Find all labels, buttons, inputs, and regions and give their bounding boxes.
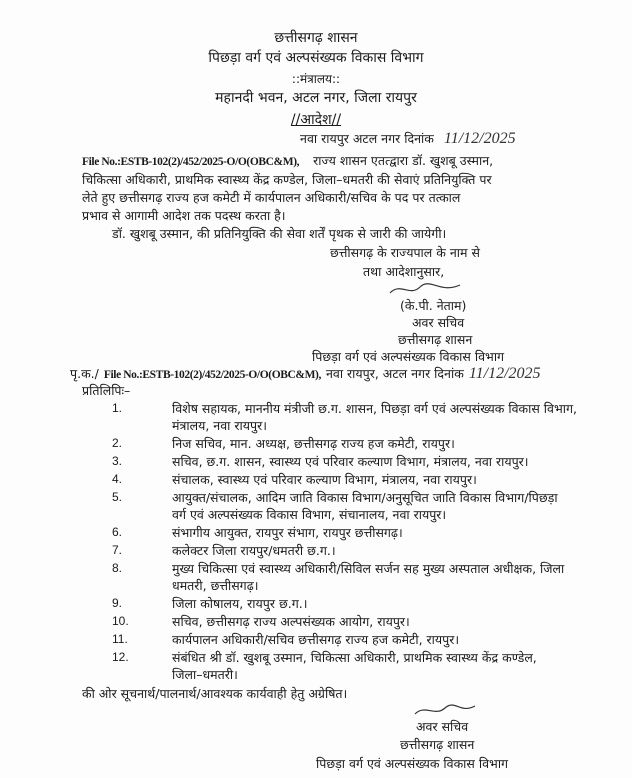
copy-item-text: विशेष सहायक, माननीय मंत्रीजी छ.ग. शासन, पिछड़ा वर्ग एवं अल्पसंख्यक विकास विभाग,	[172, 401, 578, 416]
signatory-designation: अवर सचिव	[412, 315, 465, 330]
file-number: File No.:ESTB-102(2)/452/2025-O/O(OBC&M),	[82, 156, 300, 168]
header-order-title: //आदेश//	[290, 112, 342, 128]
closing-line: की ओर सूचनार्थ/पालनार्थ/आवश्यक कार्यवाही हेतु अग्रेषित।	[82, 686, 348, 701]
order-line: राज्य शासन एतत्द्वारा डॉ. खुशबू उस्मान,	[313, 153, 494, 168]
header-state: छत्तीसगढ़ शासन	[274, 30, 358, 46]
copy-item-text: सचिव, छ.ग. शासन, स्वास्थ्य एवं परिवार कल्याण विभाग, मंत्रालय, नवा रायपुर।	[172, 454, 529, 469]
copy-item-number: 6.	[112, 525, 123, 539]
copy-item-number: 5.	[112, 490, 123, 504]
copy-item-text: कार्यपालन अधिकारी/सचिव छत्तीसगढ़ राज्य हज कमेटी, रायपुर।	[172, 632, 460, 647]
copy-item-number: 10.	[112, 614, 129, 628]
copy-item-text: धमतरी, छत्तीसगढ़।	[172, 578, 259, 593]
copy-item-number: 3.	[112, 454, 123, 468]
copy-item-text: मुख्य चिकित्सा एवं स्वास्थ्य अधिकारी/सिविल सर्जन सह मुख्य अस्पताल अधीक्षक, जिला	[172, 561, 565, 576]
copy-item-text: वर्ग एवं अल्पसंख्यक विकास विभाग, संचानालय, नवा रायपुर।	[172, 507, 447, 522]
endorsement-file-number: File No.:ESTB-102(2)/452/2025-O/O(OBC&M),	[103, 369, 321, 381]
signatory2-designation: अवर सचिव	[416, 719, 469, 734]
signatory2-org: छत्तीसगढ़ शासन	[400, 737, 475, 752]
copy-item-text: संचालक, स्वास्थ्य एवं परिवार कल्याण विभाग, मंत्रालय, नवा रायपुर।	[172, 472, 477, 487]
order-line: चिकित्सा अधिकारी, प्राथमिक स्वास्थ्य केंद्र कण्डेल, जिला–धमतरी की सेवाएं प्रतिनियुक्ति पर	[82, 172, 492, 187]
handwritten-date: 11/12/2025	[443, 130, 516, 147]
copy-item-number: 9.	[112, 596, 123, 610]
signature-image	[385, 280, 465, 298]
signature-image	[410, 702, 480, 718]
copy-item-text: संबंधित श्री डॉ. खुशबू उस्मान, चिकित्सा अधिकारी, प्राथमिक स्वास्थ्य केंद्र कण्डेल,	[172, 650, 537, 665]
endorsement-place-date: नवा रायपुर, अटल नगर दिनांक	[325, 366, 464, 381]
signatory-name: (के.पी. नेताम)	[400, 298, 467, 313]
signatory-org: छत्तीसगढ़ शासन	[398, 332, 473, 347]
copy-item-number: 11.	[112, 632, 128, 646]
header-department: पिछड़ा वर्ग एवं अल्पसंख्यक विकास विभाग	[208, 50, 424, 66]
place-date-row	[300, 131, 516, 146]
header-ministry: ::मंत्रालय::	[291, 72, 341, 86]
copy-item-number: 4.	[112, 472, 123, 486]
copy-item-text: जिला–धमतरी।	[172, 667, 238, 682]
copy-item-number: 2.	[112, 436, 123, 450]
order-line: लेते हुए छत्तीसगढ़ राज्य हज कमेटी में कार्यपालन अधिकारी/सचिव के पद पर तत्काल	[82, 190, 461, 205]
order-paragraph-2: डॉ. खुशबू उस्मान, की प्रतिनियुक्ति की सेवा शर्तें पृथक से जारी की जायेगी।	[112, 226, 447, 241]
copy-item-text: कलेक्टर जिला रायपुर/धमतरी छ.ग.।	[172, 543, 336, 558]
endorsement-prefix: पृ.क./	[70, 366, 99, 381]
order-first-row	[82, 153, 493, 170]
order-line: प्रभाव से आगामी आदेश तक पदस्थ करता है।	[82, 208, 286, 223]
signatory2-dept: पिछड़ा वर्ग एवं अल्पसंख्यक विकास विभाग	[316, 756, 509, 771]
copy-item-number: 8.	[112, 561, 123, 575]
copy-label: प्रतिलिपिः–	[82, 383, 131, 398]
governor-line-2: तथा आदेशानुसार,	[363, 264, 445, 279]
place-date-label: नवा रायपुर अटल नगर दिनांक	[300, 131, 434, 146]
signatory-dept: पिछड़ा वर्ग एवं अल्पसंख्यक विकास विभाग	[312, 349, 505, 364]
copy-item-text: आयुक्त/संचालक, आदिम जाति विकास विभाग/अनुसूचित जाति विकास विभाग/पिछड़ा	[172, 490, 558, 505]
copy-item-number: 12.	[112, 650, 129, 664]
copy-item-text: संभागीय आयुक्त, रायपुर संभाग, रायपुर छत्तीसगढ़।	[172, 525, 403, 540]
copy-item-text: सचिव, छत्तीसगढ़ राज्य अल्पसंख्यक आयोग, रायपुर।	[172, 614, 410, 629]
header-address: महानदी भवन, अटल नगर, जिला रायपुर	[215, 90, 417, 106]
copy-item-number: 1.	[112, 401, 123, 415]
governor-line-1: छत्तीसगढ़ के राज्यपाल के नाम से	[330, 245, 480, 260]
copy-item-text: जिला कोषालय, रायपुर छ.ग.।	[172, 596, 308, 611]
endorsement-handwritten-date: 11/12/2025	[468, 365, 541, 382]
endorsement-row	[70, 366, 541, 383]
copy-item-text: मंत्रालय, नवा रायपुर।	[172, 418, 267, 433]
copy-item-number: 7.	[112, 543, 123, 557]
copy-item-text: निज सचिव, मान. अध्यक्ष, छत्तीसगढ़ राज्य हज कमेटी, रायपुर।	[172, 436, 455, 451]
